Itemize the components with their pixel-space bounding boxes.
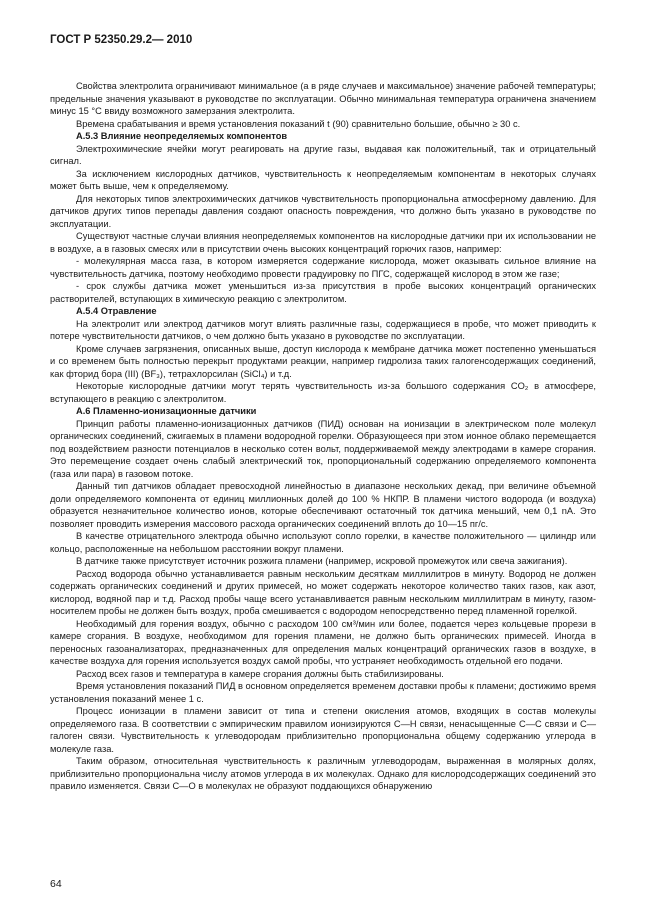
paragraph: Существуют частные случаи влияния неопределяемых компонентов на кислородные датчики при их использовании не в воздухе, а в газовых смесях или в присутствии очень высоких концентраций горючих газов, например: <box>50 231 596 254</box>
paragraph: За исключением кислородных датчиков, чувствительность к неопределяемым компонентам в некоторых случаях может быть выше, чем к определяемому. <box>50 168 596 191</box>
paragraph: - срок службы датчика может уменьшиться из-за присутствия в пробе высоких концентраций органических растворителей, вступающих в химическую реакцию с электролитом. <box>50 281 596 304</box>
section-heading: А.5.3 Влияние неопределяемых компонентов <box>76 131 288 141</box>
paragraph: На электролит или электрод датчиков могут влиять различные газы, содержащиеся в пробе, что может приводить к потере чувствительности датчиков, о чем должно быть указано в руководстве по эксплуатации. <box>50 318 596 341</box>
section-heading: А.5.4 Отравление <box>76 306 157 316</box>
paragraph: Некоторые кислородные датчики могут терять чувствительность из-за большого содержания CO₂ в атмосфере, вступающего в реакцию с электролитом. <box>50 381 596 404</box>
paragraph: Электрохимические ячейки могут реагировать на другие газы, выдавая как положительный, так и отрицательный сигнал. <box>50 143 596 166</box>
paragraph: В качестве отрицательного электрода обычно используют сопло горелки, в качестве положительного — цилиндр или кольцо, расположенные на небольшом расстоянии вокруг пламени. <box>50 531 596 554</box>
paragraph: Необходимый для горения воздух, обычно с расходом 100 см³/мин или более, подается через кольцевые прорези в камере сгорания. В воздухе, необходимом для горения пламени, не должно быть органических примесей. Иногда в переносных газоанализаторах, предназначенных для определения малых концентраций органических газов в воздухе, в качестве воздуха для горения используется воздух самой пробы, что устраняет необходимость отдельной его подачи. <box>50 618 596 666</box>
paragraph: Расход всех газов и температура в камере сгорания должны быть стабилизированы. <box>76 668 444 679</box>
page-header: ГОСТ Р 52350.29.2— 2010 <box>50 34 193 46</box>
paragraph: Принцип работы пламенно-ионизационных датчиков (ПИД) основан на ионизации в электрическом поле молекул органических соединений, сжигаемых в пламени водородной горелки. Образующееся при этом ионное облако перемещается под воздействием разности потенциалов в несколько сотен вольт, поддерживаемой между электродами в камере сгорания. Это перемещение создает очень слабый электрический ток, пропорциональный содержанию определяемого компонента (газа или пара) в газовом потоке. <box>50 418 596 479</box>
paragraph: - молекулярная масса газа, в котором измеряется содержание кислорода, может оказывать сильное влияние на чувствительность датчика, поэтому необходимо провести градуировку по ПГС, содержащей кислород в этом же газе; <box>50 256 596 279</box>
paragraph: Расход водорода обычно устанавливается равным нескольким десяткам миллилитров в минуту. Водород не должен содержать органических соединений и других примесей, но может содержать некоторое количество таких газов, как азот, кислород, водяной пар и т.д. Расход пробы чаще всего устанавливается равным нескольким миллилитрам в минуту, газом-носителем пробы не должен быть воздух, проба смешивается с водородом непосредственно перед пламенной горелкой. <box>50 568 596 616</box>
paragraph: Свойства электролита ограничивают минимальное (а в ряде случаев и максимальное) значение рабочей температуры; предельные значения указывают в руководстве по эксплуатации. Обычно минимальная температура ограничена значением минус 15 °С ввиду возможного замерзания электролита. <box>50 81 597 116</box>
section-heading: А.6 Пламенно-ионизационные датчики <box>76 406 257 416</box>
page-number: 64 <box>50 878 62 890</box>
paragraph: Процесс ионизации в пламени зависит от типа и степени окисления атомов, входящих в состав молекулы определяемого газа. В соответствии с эмпирическим правилом ионизируются С—Н связи, ненасыщенные С—С связи и С—галоген связи. Чувствительность к углеводородам приблизительно пропорциональна общему содержанию углерода в молекуле газа. <box>50 706 596 754</box>
paragraph: Таким образом, относительная чувствительность к различным углеводородам, выраженная в молярных долях, приблизительно пропорциональна числу атомов углерода в их молекулах. Однако для кислородсодержащих соединений это правило изменяется. Связи С—О в молекулах не образуют поддающихся обнаружению <box>50 756 596 791</box>
paragraph: Данный тип датчиков обладает превосходной линейностью в диапазоне нескольких декад, при величине объемной доли определяемого компонента от единиц миллионных долей до 100 % НКПР. В пламени чистого водорода (и воздуха) образуется незначительное количество ионов, которые обеспечивают остаточный ток датчика меньший, чем 0,1 nА. Это позволяет проводить измерения массового расхода органических соединений вплоть до 10—15 пг/с. <box>50 481 596 529</box>
paragraph: Времена срабатывания и время установления показаний t (90) сравнительно большие, обычно ≥ 30 с. <box>76 118 521 129</box>
body-text <box>50 80 596 793</box>
paragraph: Время установления показаний ПИД в основном определяется временем доставки пробы к пламени; достижимо время установления показаний менее 1 с. <box>50 681 596 704</box>
paragraph: Кроме случаев загрязнения, описанных выше, доступ кислорода к мембране датчика может постепенно уменьшаться и со временем быть полностью перекрыт продуктами реакции, например гидролиза таких галогенсодержащих соединений, как фторид бора (III) (BF₃), тетрахлорсилан (SiCl₄) и т.д. <box>50 343 596 379</box>
paragraph: В датчике также присутствует источник розжига пламени (например, искровой промежуток или свеча зажигания). <box>76 556 568 566</box>
paragraph: Для некоторых типов электрохимических датчиков чувствительность пропорциональна атмосферному давлению. Для датчиков других типов перепады давления создают опасность повреждения, что должно быть указано в руководстве по эксплуатации. <box>50 193 596 229</box>
